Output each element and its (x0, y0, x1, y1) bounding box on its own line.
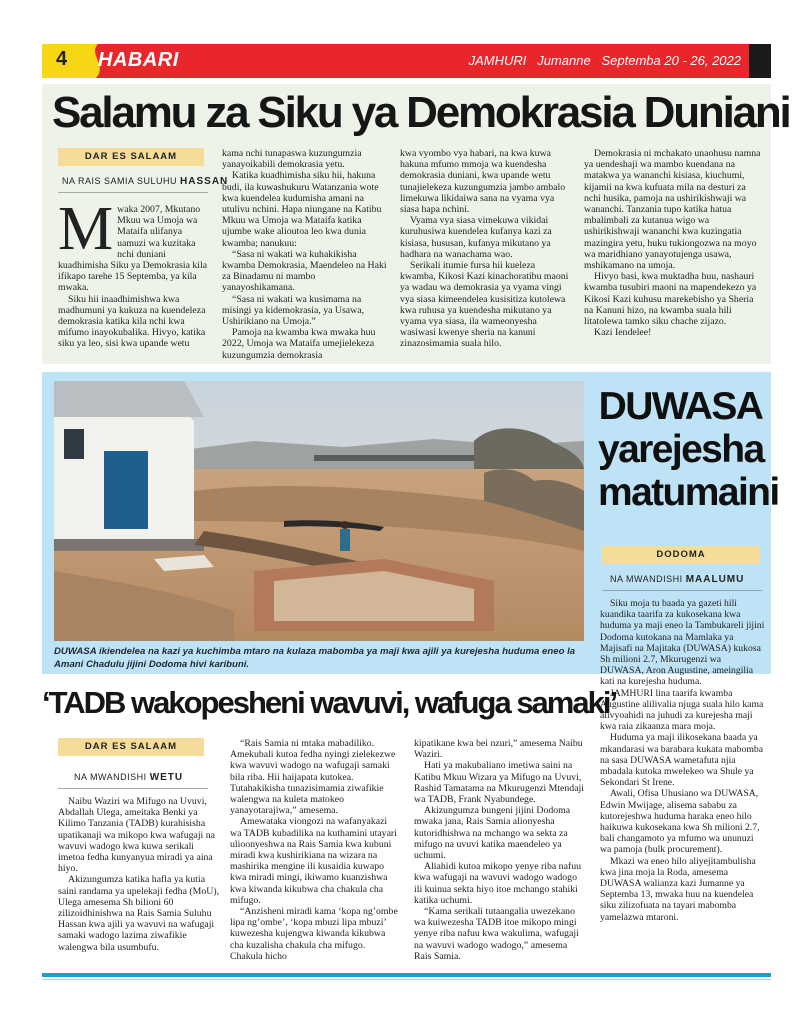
paragraph: Akizungumza bungeni jijini Dodoma mwaka jana, Rais Samia alionyesha kutoridhishwa na mchango wa sekta za mifugo na uvuvi katika maendeleo ya uchumi. (414, 805, 571, 862)
paragraph: Hivyo basi, kwa muktadha huu, nashauri kwamba tusubiri maoni na mapendekezo ya Kikosi Kazi kuhusu marekebisho ya Sheria na Kanuni hizo, na kwamba suala hili litatolewa tamko siku chache zijazo. (584, 271, 757, 328)
article-tadb-headline: ‘TADB wakopesheni wavuvi, wafuga samaki’ (42, 685, 617, 720)
header-end-block (749, 44, 771, 78)
paragraph: Mkazi wa eneo hilo aliyejitambulisha kwa jina moja la Roda, amesema DUWASA walianza kazi Jumanne ya Septemba 13, mwaka huu na kuendelea siku zilizofuata na tayari mabomba yamelazwa mtaroni. (600, 855, 756, 923)
paragraph: Aliahidi kutoa mikopo yenye riba nafuu kwa wafugaji na wavuvi wadogo wadogo ili kuinua sekta hiyo itoe mchango stahiki katika uchumi. (414, 861, 581, 906)
byline-rule (58, 192, 208, 193)
byline (610, 574, 744, 585)
article-democracy-col4 (584, 148, 762, 338)
page-header-bar (42, 44, 771, 78)
paragraph: “Sasa ni wakati wa kuhakikisha kwamba Demokrasia, Maendeleo na Haki za Binadamu ni mambo yanayoshikamana. (222, 248, 387, 294)
dateline-tag: DAR ES SALAAM (58, 148, 204, 166)
issue-meta: JAMHURI Jumanne Septemba 20 - 26, 2022 (468, 53, 741, 68)
duwasa-headline-line: DUWASA (598, 385, 763, 428)
article-tadb-col1 (58, 796, 220, 953)
article-democracy-col1 (58, 195, 210, 350)
paragraph: JAMHURI lina taarifa kwamba Augustine alilivalia njuga suala hilo kama alivyoahidi na juhudi za kurejesha maji kwa raia zikaanza mara moja. (600, 687, 764, 733)
paragraph: Demokrasia ni mchakato unaohusu namna ya uendeshaji wa mambo kuendana na matakwa ya wananchi kisiasa, kiuchumi, kijamii na kwa kufuata mila na desturi za nchi husika, pamoja na ushirikishwaji wa wananchi. Tanzania tupo katika hatua mbalimbali za kutanua wigo wa ushirikishwaji wananchi kwa kuzingatia mazingira yetu, huku tukiongozwa na moyo wa maridhiano yanayotujenga usawa, mshikamano na umoja. (584, 148, 761, 272)
byline (74, 772, 183, 783)
photo-construction-site-illustration (54, 381, 584, 641)
paragraph: kwa vyombo vya habari, na kwa kuwa hakuna mfumo mmoja wa kuendesha demokrasia duniani, kwa upande wetu tunajielekeza kuzungumzia jambo ambalo limekuwa likidaiwa sana na vyama vya siasa hapa nchini. (400, 148, 566, 216)
paragraph: Naibu Waziri wa Mifugo na Uvuvi, Abdallah Ulega, ameitaka Benki ya Kilimo Tanzania (TADB) kurahisisha upatikanaji wa mikopo kwa wafugaji na wavuvi wadogo kwa kuwa serikali imetoa fedha kunyanyua miradi ya aina hiyo. (58, 796, 215, 875)
paragraph: Katika kuadhimisha siku hii, hakuna budi, ila kuwashukuru Watanzania wote kwa kuendelea kudumisha amani na utulivu nchini. Hapa niungane na Katibu Mkuu wa Umoja wa Mataifa katika ujumbe wake alioutoa leo kwa dunia kwamba; nanukuu: (222, 170, 382, 249)
paragraph: Awali, Ofisa Uhusiano wa DUWASA, Edwin Mwijage, alisema sababu za kutorejeshwa huduma haraka eneo hilo haikuwa kukosekana kwa Sh milioni 2.7, bali changamoto ya mfumo wa ununuzi wa pamoja (bulk procurement). (600, 788, 760, 856)
page-number: 4 (56, 48, 68, 70)
paragraph: “Rais Samia ni mtaka mabadiliko. Amekubali kutoa fedha nyingi zielekezwe kwa wavuvi wadogo na wafugaji samaki bila riba. Hii haijapata kutokea. Tutahakikisha tunazisimamia ziwafikie walengwa na kuleta matokeo yanayotarajiwa,” amesema. (230, 738, 396, 817)
paragraph: Siku moja tu baada ya gazeti hili kuandika taarifa za kukosekana kwa huduma ya maji eneo la Tambukareli jijini Dodoma kutokana na Mamlaka ya Majisafi na Majitaka (DUWASA) kukosa Sh milioni 2.7, Mkurugenzi wa DUWASA, Aron Augustine, ameingilia kati na kurejesha huduma. (600, 598, 765, 688)
photo-caption: DUWASA ikiendelea na kazi ya kuchimba mtaro na kulaza mabomba ya maji kwa ajili ya kurejesha huduma eneo la Amani Chadulu jijini Dodoma hivi karibuni. (54, 646, 576, 670)
paragraph: Vyama vya siasa vimekuwa vikidai kuruhusiwa kuendelea kufanya kazi za kisiasa, hususan, kufanya mikutano ya hadhara na wanachama wao. (400, 215, 552, 260)
paragraph: Mwaka 2007, Mkutano Mkuu wa Umoja wa Mataifa ulifanya uamuzi wa kuzitaka nchi duniani kuadhimisha Siku ya Demokrasia kila ifikapo tarehe 15 Septemba, ya kila mwaka. (58, 195, 208, 294)
byline-name: HASSAN (180, 176, 229, 187)
paragraph: kipatikane kwa bei nzuri,” amesema Naibu Waziri. (414, 738, 583, 761)
news-photo (54, 381, 584, 641)
article-democracy-headline: Salamu za Siku ya Demokrasia Duniani (52, 88, 790, 137)
paragraph: Kazi Iendelee! (594, 327, 652, 339)
paragraph: kama nchi tunapaswa kuzungumzia yanayoikabili demokrasia yetu. (222, 148, 362, 171)
byline-prefix: NA MWANDISHI (74, 772, 147, 782)
byline-rule (602, 590, 762, 591)
duwasa-body (600, 598, 766, 923)
byline-prefix: NA MWANDISHI (610, 574, 683, 584)
paragraph: Amewataka viongozi na wafanyakazi wa TADB kubadilika na kuthamini utayari ulioonyeshwa na Rais Samia kwa kubuni miradi kwa kushirikiana na wizara na mashirika mengine ili kusaidia kuwapo kwa miradi mingi, ikiwamo kuanzishwa kwa kiwanda kikubwa cha chakula cha mifugo. (230, 816, 397, 906)
paragraph: “Kama serikali tutaangalia uwezekano wa kuiwezesha TADB itoe mikopo mingi yenye riba nafuu kwa wakulima, wafugaji na wavuvi wadogo wadogo,” amesema Rais Samia. (414, 906, 579, 962)
byline-name: WETU (149, 772, 184, 783)
duwasa-headline-line: yarejesha (598, 428, 764, 471)
dropcap: M (58, 195, 114, 263)
dateline-tag: DAR ES SALAAM (58, 738, 204, 756)
paragraph: Pamoja na kwamba kwa mwaka huu 2022, Umoja wa Mataifa umejielekeza kuzungumzia demokrasia (222, 327, 376, 361)
dateline-tag: DODOMA (602, 546, 760, 564)
paragraph: “Sasa ni wakati wa kusimama na misingi ya kidemokrasia, ya Usawa, Ushirikiano na Umoja.” (222, 293, 365, 328)
footer-rule (42, 973, 771, 977)
article-tadb-col2 (230, 738, 400, 962)
byline (62, 176, 228, 187)
article-tadb-col3 (414, 738, 586, 962)
article-democracy-col2 (222, 148, 387, 361)
paragraph: Serikali itumie fursa hii kueleza kwamba, Kikosi Kazi kinachoratibu maoni ya wadau wa demokrasia ya vyama vingi vya siasa kimeendelea kusisitiza kutolewa kwa ruhusa ya kuendesha mikutano ya vyama vya siasa, ila wameonyesha wasiwasi kwenye sheria na kanuni zinazosimamia suala hilo. (400, 260, 569, 350)
duwasa-headline-line: matumaini (598, 471, 779, 514)
byline-rule (58, 788, 208, 789)
paragraph: Akizungumza katika hafla ya kutia saini randama ya upelekaji fedha (MoU), Ulega amesema Sh bilioni 60 zilizoidhinishwa na Rais Samia Suluhu Hassan kwa ajili ya wavuvi na wafugaji samaki wadogo lazima ziwafikie walengwa bila usumbufu. (58, 874, 220, 953)
section-title: HABARI (98, 49, 179, 71)
paragraph: “Anzisheni miradi kama ‘kopa ng’ombe lipa ng’ombe’, ‘kopa mbuzi lipa mbuzi’ kuwezesha kujengwa kiwanda kikubwa cha kuzalisha chakula cha mifugo. Chakula hicho (230, 906, 398, 962)
article-democracy-col3 (400, 148, 572, 350)
byline-name: MAALUMU (685, 574, 745, 585)
paragraph: Huduma ya maji ilikosekana baada ya mkandarasi wa barabara kukata mabomba na sasa DUWASA wametafuta njia mbadala kutoka mwelekeo wa Shule ya Sekondari St Irene. (600, 732, 763, 789)
paragraph: Hati ya makubaliano imetiwa saini na Katibu Mkuu Wizara ya Mifugo na Uvuvi, Rashid Tamatama na Mkurugenzi Mtendaji wa TADB, Frank Nyabundege. (414, 760, 584, 806)
byline-prefix: NA RAIS SAMIA SULUHU (62, 176, 178, 186)
paragraph: Siku hii inaadhimishwa kwa madhumuni ya kukuza na kuendeleza demokrasia katika kila nchi kwa mifumo inayokubalika. Hivyo, katika siku ya leo, sisi kwa upande wetu (58, 293, 206, 350)
duwasa-headline (598, 385, 779, 514)
footer-rule-thin (42, 979, 771, 980)
